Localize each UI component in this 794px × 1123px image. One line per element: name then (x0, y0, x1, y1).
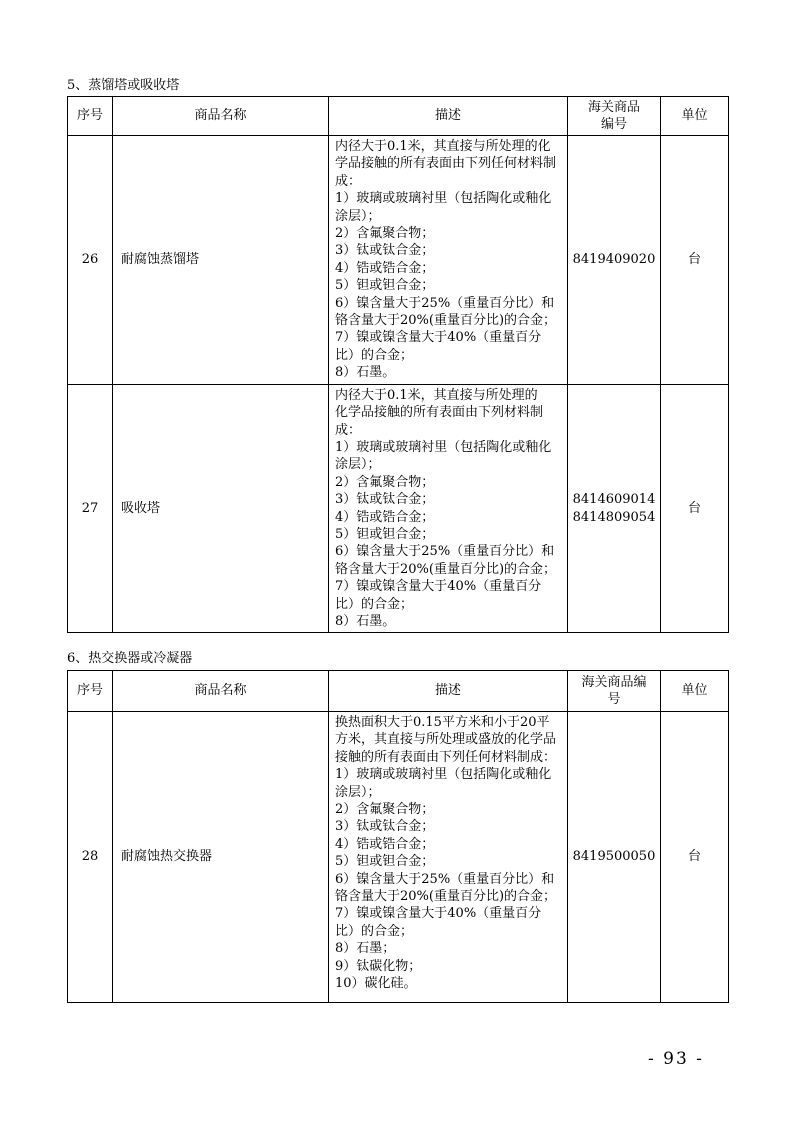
row-desc (329, 136, 568, 385)
row-unit: 台 (661, 712, 729, 1003)
header-desc: 描述 (329, 97, 568, 136)
header-name: 商品名称 (113, 671, 329, 712)
header-no: 序号 (68, 671, 113, 712)
desc-line: 5）钽或钽合金； (335, 854, 435, 870)
desc-line: 9）钛碳化物； (335, 958, 422, 974)
table-row (68, 136, 729, 385)
row-no: 28 (68, 712, 113, 1003)
row-no: 26 (68, 136, 113, 385)
desc-line: 3）钛或钛合金； (335, 819, 435, 835)
desc-line: 2）含氟聚合物； (335, 226, 435, 242)
row-name: 吸收塔 (113, 384, 329, 633)
desc-line: 4）锆或锆合金； (335, 836, 435, 852)
desc-line: 铬含量大于20%(重量百分比)的合金； (335, 313, 557, 329)
section-6-title: 6、热交换器或冷凝器 (67, 651, 193, 666)
desc-line: 3）钛或钛合金； (335, 243, 435, 259)
desc-line: 6）镍含量大于25%（重量百分比）和 (335, 544, 555, 560)
table-row (68, 712, 729, 1003)
desc-line: 6）镍含量大于25%（重量百分比）和 (335, 295, 555, 311)
desc-line: 方米，其直接与所处理或盛放的化学品 (335, 732, 557, 748)
code-value: 8414609014 (572, 492, 656, 508)
row-desc (329, 384, 568, 633)
desc-line: 5）钽或钽合金； (335, 526, 435, 542)
desc-line: 3）钛或钛合金； (335, 492, 435, 508)
desc-line: 1）玻璃或玻璃衬里（包括陶化或釉化 (335, 439, 552, 455)
desc-line: 5）钽或钽合金； (335, 278, 435, 294)
desc-line: 换热面积大于0.15平方米和小于20平 (335, 715, 550, 730)
desc-line: 4）锆或锆合金； (335, 260, 435, 276)
desc-line: 涂层）； (335, 457, 381, 473)
header-unit: 单位 (661, 97, 729, 136)
row-code (568, 384, 661, 633)
section-6-table (67, 670, 729, 1003)
desc-line: 涂层）； (335, 208, 381, 224)
desc-line: 4）锆或锆合金； (335, 509, 435, 525)
desc-line: 2）含氟聚合物； (335, 802, 435, 818)
desc-line: 学品接触的所有表面由下列任何材料制 (335, 156, 557, 172)
desc-line: 2）含氟聚合物； (335, 474, 435, 490)
section-5-table (67, 96, 729, 633)
desc-line: 内径大于0.1米，其直接与所处理的化 (335, 139, 551, 154)
page-number: - 93 - (648, 1049, 704, 1069)
header-unit: 单位 (661, 671, 729, 712)
header-name: 商品名称 (113, 97, 329, 136)
desc-line: 成： (335, 173, 362, 189)
desc-line: 7）镍或镍含量大于40%（重量百分 (335, 330, 542, 346)
desc-line: 6）镍含量大于25%（重量百分比）和 (335, 871, 555, 887)
desc-line: 8）石墨。 (335, 365, 396, 381)
table-header-row (68, 97, 729, 136)
code-value: 8419500050 (572, 849, 656, 865)
desc-line: 涂层）； (335, 784, 381, 800)
row-name: 耐腐蚀热交换器 (113, 712, 329, 1003)
desc-line: 8）石墨。 (335, 613, 396, 629)
desc-line: 铬含量大于20%(重量百分比)的合金； (335, 889, 557, 905)
row-name: 耐腐蚀蒸馏塔 (113, 136, 329, 385)
desc-line: 7）镍或镍含量大于40%（重量百分 (335, 579, 542, 595)
table-row (68, 384, 729, 633)
desc-line: 铬含量大于20%(重量百分比)的合金； (335, 561, 557, 577)
row-no: 27 (68, 384, 113, 633)
desc-line: 1）玻璃或玻璃衬里（包括陶化或釉化 (335, 767, 552, 783)
table-header-row (68, 671, 729, 712)
row-desc (329, 712, 568, 1003)
row-unit: 台 (661, 136, 729, 385)
row-code (568, 136, 661, 385)
desc-line: 7）镍或镍含量大于40%（重量百分 (335, 906, 542, 922)
desc-line: 内径大于0.1米，其直接与所处理的 (335, 387, 538, 403)
desc-line: 接触的所有表面由下列任何材料制成： (335, 749, 557, 765)
header-no: 序号 (68, 97, 113, 136)
desc-line: 比）的合金； (335, 596, 414, 612)
desc-line: 化学品接触的所有表面由下列材料制 (335, 405, 544, 421)
desc-line: 1）玻璃或玻璃衬里（包括陶化或釉化 (335, 191, 552, 207)
header-code: 海关商品 编号 (568, 97, 661, 136)
desc-line: 比）的合金； (335, 923, 414, 939)
desc-line: 8）石墨； (335, 941, 396, 957)
code-value: 8419409020 (572, 252, 656, 268)
desc-line: 10）碳化硅。 (335, 976, 417, 992)
section-5-title: 5、蒸馏塔或吸收塔 (67, 78, 180, 93)
desc-line: 比）的合金； (335, 347, 414, 363)
header-code: 海关商品编 号 (568, 671, 661, 712)
code-value: 8414809054 (572, 509, 656, 525)
desc-line: 成： (335, 422, 362, 438)
row-unit: 台 (661, 384, 729, 633)
header-desc: 描述 (329, 671, 568, 712)
row-code (568, 712, 661, 1003)
